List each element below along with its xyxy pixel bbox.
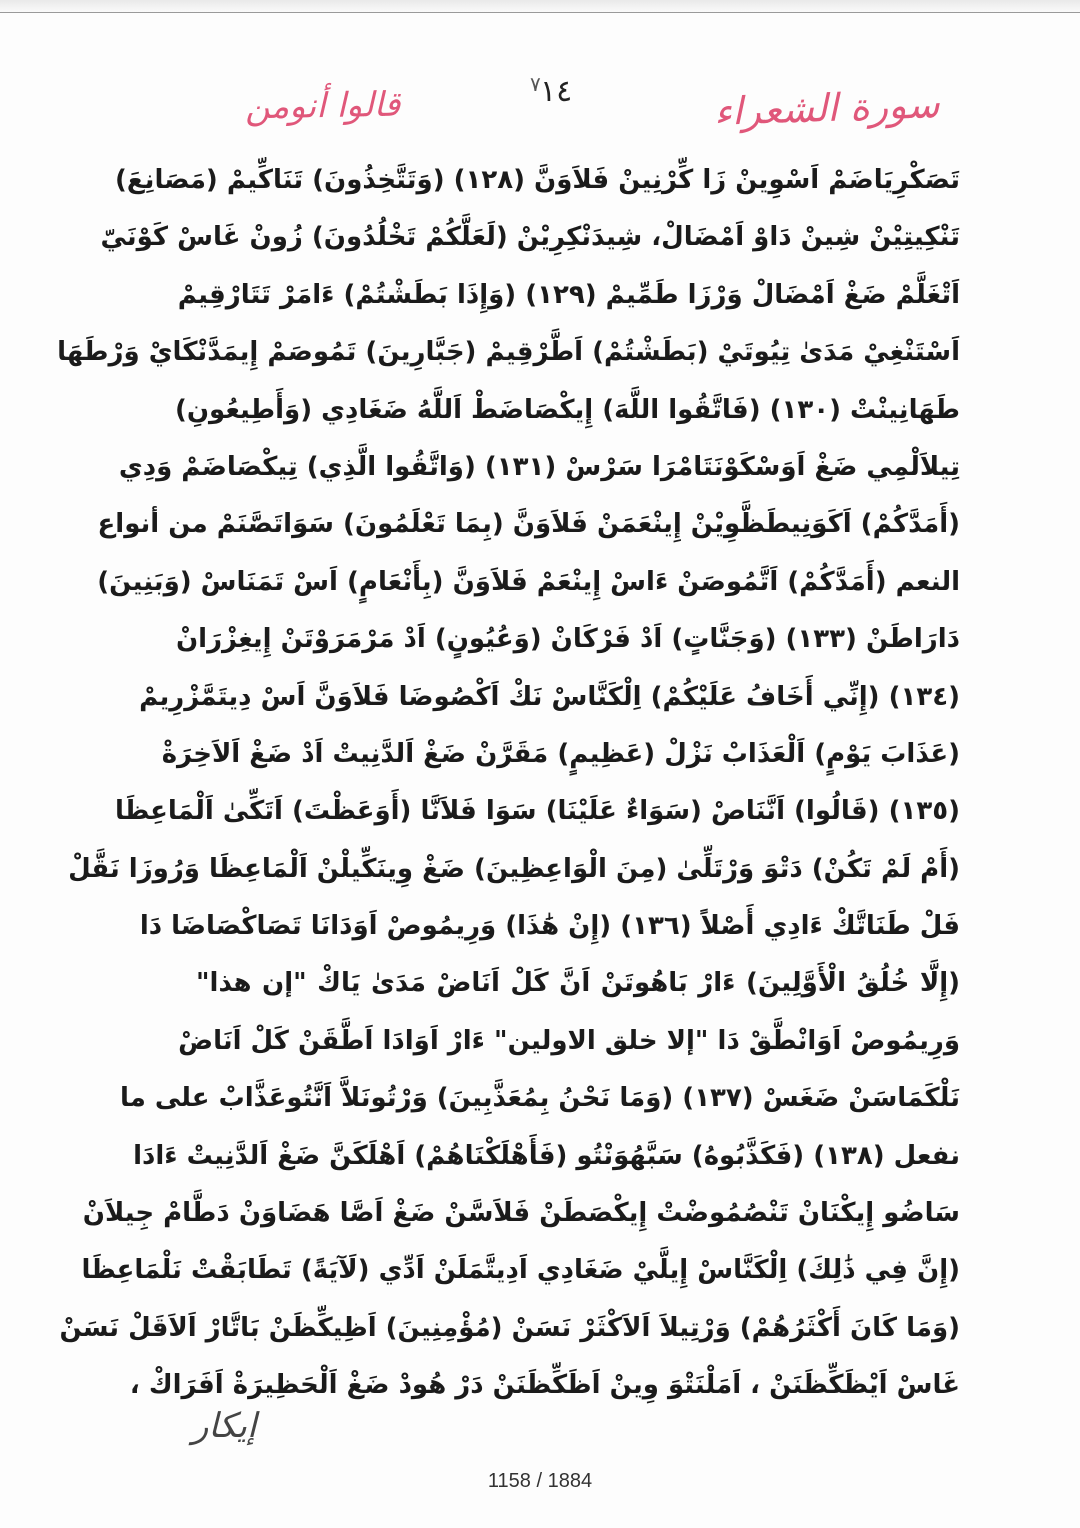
text-line: (وَمَا كَانَ أَكْثَرُهُمْ) وَرْتِيلاَ اَلاَكْثَرْ نَسَنْ (مُؤْمِنِينَ) اَظِيكِّظَنْ بَاتَّارْ اَلاَقَلْ نَسَنْ <box>59 1312 960 1343</box>
text-line: دَارَاطَنْ (١٣٣) (وَجَنَّاتٍ) اَدْ فَرْكَانْ (وَعُيُونٍ) اَدْ مَرْمَرَوْتَنْ إِيغِزْرَانْ <box>175 624 960 655</box>
text-line: النعم (أَمَدَّكُمْ) اَتَّمُوصَنْ ءَاسْ إِينْعَمْ فَلاَوَنَّ (بِأَنْعَامٍ) اَسْ تَمَنَاسْ (وَبَنِينَ) <box>97 566 960 597</box>
text-line: اَتْغَلَّمْ ضَغْ اَمْضَالْ وَرْزَا طَمِّيمْ (١٢٩) (وَإِذَا بَطَشْتُمْ) ءَامَرْ تَتَارْقِيمْ <box>177 279 960 310</box>
text-line: (إِلَّا خُلُقُ الْأَوَّلِينَ) ءَارْ بَاهُوتَنْ اَنَّ كَلْ اَنَاضْ مَدَىٰ يَاكْ "إن هذا" <box>196 968 960 999</box>
text-line: (عَذَابَ يَوْمٍ) اَلْعَذَابْ نَزْلْ (عَظِيمٍ) مَقَرَّنْ ضَغْ اَلدَّنِيتْ اَدْ ضَغْ اَلاَخِرَةْ <box>161 738 960 769</box>
text-line: (أَمَدَّكُمْ) اَكَوَنِيطَظَّوِيْنْ إِينْعَمَنْ فَلاَوَنَّ (بِمَا تَعْلَمُونَ) سَوَاتَصَّنَمْ من أنواع <box>97 509 960 540</box>
text-line: تَصَكْرِيَاضَمْ اَسْوِينْ زَا كِّرْنِينْ فَلاَوَنَّ (١٢٨) (وَتَتَّخِذُونَ) تَنَاكِّيمْ (مَصَانِعَ) <box>115 165 960 195</box>
text-line: نفعل (١٣٨) (فَكَذَّبُوهُ) سَبَّهُوَنْتُو (فَأَهْلَكْنَاهُمْ) اَهْلَكَنَّ ضَغْ اَلدَّنِيتْ ءَادَا <box>133 1140 960 1171</box>
text-line: تِيلاَلْمِي ضَغْ اَوَسْكَوْنَتَامْرَا سَرْسْ (١٣١) (وَاتَّقُوا الَّذِي) تِيكْصَاضَمْ وَدِي <box>118 451 960 482</box>
text-line: طَهَانِينْتْ (١٣٠) (فَاتَّقُوا اللَّهَ) إِيكْصَاضَطْ اَللَّهُ ضَغَادِي (وَأَطِيعُونِ) <box>174 394 960 425</box>
top-edge-rule <box>0 0 1080 13</box>
text-line: (١٣٤) (إِنِّي أَخَافُ عَلَيْكُمْ) اِلْكَنَّاسْ نَكْ اَكْصُوضَا فَلاَوَنَّ اَسْ دِيتَمَّزْرِيمْ <box>139 681 960 712</box>
text-line: اَسْتَنْغِيْ مَدَىٰ تِيُوتَيْ (بَطَشْتُمْ) اَطَّرْقِيمْ (جَبَّارِينَ) تَمُوصَمْ إِيمَدَّنْكَايْ وَرْطَهَا <box>57 337 960 368</box>
page-number: ١٤ <box>540 74 573 109</box>
text-line: تَنْكِيتِيْنْ شِينْ دَاوْ اَمْضَالْ، شِيدَنْكِرِيْنْ (لَعَلَّكُمْ تَخْلُدُونَ) زُونْ غَاسْ كَوْنَيّ <box>100 222 960 253</box>
body-text <box>57 152 960 1415</box>
text-line: وَرِيمُوصْ اَوَانْطَّقْ دَا "إلا خلق الاولين" ءَارْ اَوَادَا اَطَّقَنْ كَلْ اَنَاضْ <box>178 1025 960 1056</box>
text-line: (إِنَّ فِي ذَٰلِكَ) اِلْكَنَّاسْ إِيلَّيْ ضَغَادِي اَدِيتَّمَلَنْ اَدِّي (لَآيَةً) تَطَابَقْتْ نَلْمَاعِظَا <box>81 1255 960 1286</box>
text-line: غَاسْ اَيْظَكِّظَنَنْ ، اَمَلْنَتْوَ وِينْ اَظَكِّظَنَنْ دَرْ هُودْ ضَغْ اَلْحَظِيرَةْ اَفَرَاكْ ، <box>129 1370 960 1401</box>
handwritten-signature: إيكار <box>192 1406 257 1446</box>
text-line: (١٣٥) (قَالُوا) اَنَّنَاصْ (سَوَاءٌ عَلَيْنَا) سَوَا فَلاَنَّا (أَوَعَظْتَ) اَتَكِّىٰ اَلْمَاعِظَا <box>115 796 960 827</box>
text-line: نَلْكَمَاسَنْ ضَغَسْ (١٣٧) (وَمَا نَحْنُ بِمُعَذَّبِينَ) وَرْتُونَلاَّ اَنَّتُوعَذَّابْ على ما <box>119 1083 960 1114</box>
text-line: سَاضُو إِيكْنَانْ تَنْصُمُوضْتْ إِيكْصَطَنْ فَلاَسَّنْ ضَغْ اَصَّا هَضَاوَنْ دَطَّامْ جِيلاَنْ <box>82 1198 960 1229</box>
page-number-mark: ٧ <box>530 72 541 96</box>
handwritten-section-note: قالوا أنومن <box>244 84 401 128</box>
text-line: فَلْ طَنَاتَّكْ ءَادِي أَصْلاً (١٣٦) (إِنْ هَٰذَا) وَرِيمُوصْ اَوَدَانَا تَصَاكْصَاضَا دَا <box>139 911 960 942</box>
handwritten-surah-name: سورة الشعراء <box>713 82 941 134</box>
text-line: (أَمْ لَمْ تَكُنْ) دَتْوَ وَرْتَلِّىٰ (مِنَ الْوَاعِظِينَ) ضَغْ وِينَكِّيلْنْ اَلْمَاعِظَا وَرُوزَا نَقَّلْ <box>68 853 960 884</box>
page-counter: 1158 / 1884 <box>487 1470 593 1492</box>
